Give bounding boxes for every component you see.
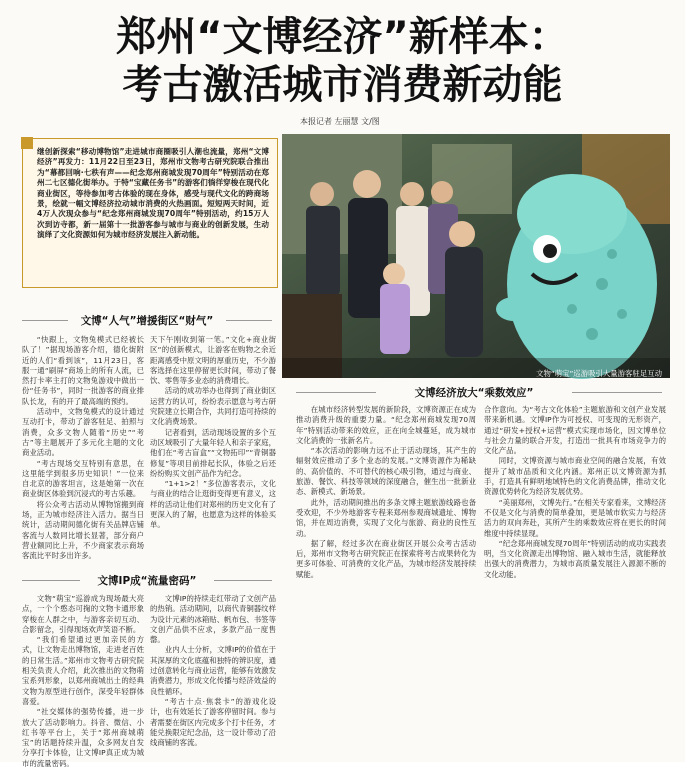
paragraph: “纪念郑州商城发现70周年”特别活动的成功实践表明，当文化资源走出博物馆、融入城市生活，就能释放出强大的消费潜力，为城市高质量发展注入源源不断的文化动能。 (484, 538, 666, 579)
paragraph: “社交媒体的强势传播，进一步放大了活动影响力。抖音、微信、小红书等平台上，关于“郑州商城萌宝”的话题持续升温，众多网友自发分享打卡体验，让文博IP真正成为城市的流量密码。 (22, 707, 144, 768)
lead-paragraph: 继创新探索“移动博物馆”走进城市商圈吸引人潮也流量，郑州“文博经济”再发力：11月22日至23日，郑州市文物考古研究院联合推出为“幕都回响·七秩有声——纪念郑州商城发现70周年”特别活动在郑州二七区德化街举办。于特“宝藏任务书”的游客们徜徉穿梭在现代化商业街区，等待参加考古体验的现在身体，感受与现代文化的跨商场景，绘就一幅文博经济拉动城市消费的火热画面。短短两天时间，近4万人次现众参与“纪念郑州商城发现70周年”特别活动，约15万人次到访寺都，新一届第十一批游客参与城市与商业的创新发展，生动演绎了文化资源如何为城市经济发展注入新动能。 (37, 147, 269, 240)
paragraph: 在城市经济转型发展的新阶段，文博资源正在成为推动消费升级的重要力量。“纪念郑州商城发现70周年”特别活动带来的效应，正在向全城蔓延，成为城市文化消费的一张新名片。 (296, 405, 476, 445)
section-rule (22, 320, 68, 321)
section-1-column-2 (150, 335, 276, 557)
section-rule (296, 392, 376, 393)
paragraph: 将公众考古活动从博物馆搬到商场，正为城市经济注入活力。据当日统计，活动期间德化街有关品牌店铺客流与人数同比增长显著，部分商户营业额同比上升，不少商家表示商场客流比平时多出许多。 (22, 499, 144, 561)
paragraph: “快跟上，文物兔模式已经被长队了！”据现场游客介绍，德化街附近的人们“看到该”，11月23日，客服一通“刷屏”商场上的所有人流，已然打卡率主打的文物兔游戏中做出一份“任务书”，同时一批游客的商业排队长龙，有的开了最高端的预约。 (22, 335, 144, 406)
section-rule (572, 392, 662, 393)
paragraph: 同时，文博资源与城市商业空间的融合发展，有效提升了城市品质和文化内涵。郑州正以文博资源为抓手，打造具有鲜明地域特色的文化消费品牌，推动文化资源优势转化为经济发展优势。 (484, 456, 666, 497)
paragraph: 据了解，经过多次在商业街区开展公众考古活动后，郑州市文物考古研究院正在探索将考古成果转化为更多可体验、可消费的文化产品，为城市经济发展持续赋能。 (296, 538, 476, 579)
corner-accent (21, 137, 33, 149)
paragraph: 记者看到，活动现场设置的多个互动区域吸引了大量年轻人和亲子家庭，他们在“考古盲盒”“文物拓印”“青铜器修复”等项目前排起长队，体验之后还纷纷购买文创产品作为纪念。 (150, 427, 276, 478)
paragraph: “考古现场交互特别有意思，在这里能学到很多历史知识！”一位来自北京的游客坦言，这是她第一次在商业街区体验到沉浸式的考古乐趣。 (22, 458, 144, 499)
section-rule (22, 580, 80, 581)
paragraph: “1+1>2！”多位游客表示，文化与商业的结合让逛街变得更有意义，这样的活动让他们对郑州的历史文化有了更深入的了解，也愿意为这样的体验买单。 (150, 479, 276, 530)
paragraph: 活动中，文物兔模式的设计通过互动打卡，带动了游客驻足、拍照与消费，众多文物人随着“历史”“考古”等主题展开了多元化主题的文化商业活动。 (22, 407, 144, 458)
section-3-column-2 (484, 405, 666, 755)
paragraph: 天下午刚收到第一笔。”文化+商业街区“的创新模式，让游客在购物之余近距离感受中原文明的厚重历史，不少游客选择在这里停留更长时间，带动了餐饮、零售等多业态的消费增长。 (150, 335, 276, 386)
paragraph: 合作意向。为“考古文化体验”主题旅游和文创产业发展带来新机遇。文博IP作为可授权、可变现的无形资产，通过“研发+授权+运营”模式实现市场化，因文博单位与社会力量的联合开发，打造出一批具有市场竞争力的文化产品。 (484, 405, 666, 456)
section-2-column-1 (22, 594, 144, 768)
byline: 本报记者 左丽慧 文/图 (300, 117, 380, 126)
section-rule (214, 580, 272, 581)
headline-line-2: 考古激活城市消费新动能 (122, 62, 563, 108)
paragraph: “美丽郑州，文博先行。”在相关专家看来，文博经济不仅是文化与消费的简单叠加，更是城市软实力与经济活力的双向奔赴，其所产生的乘数效应将在更长的时间维度中持续显现。 (484, 497, 666, 538)
paragraph: “本次活动的影响力远不止于活动现场，其产生的辐射效应推动了多个业态的发展。”文博资源作为稀缺的、高价值的、不可替代的核心吸引物，通过与商业、旅游、餐饮、科技等领域的深度融合，催生出一批新业态、新模式、新场景。 (296, 446, 476, 497)
paragraph: 业内人士分析，文博IP的价值在于其深厚的文化底蕴和独特的辨识度，通过创意转化与商业运营，能够有效激发消费潜力，形成文化传播与经济效益的良性循环。 (150, 645, 276, 696)
photo-illustration (282, 134, 670, 378)
paragraph: “我们希望通过更加亲民的方式，让文物走出博物馆，走进老百姓的日常生活。”郑州市文物考古研究院相关负责人介绍，此次推出的文物萌宝系列形象，以郑州商城出土的经典文物为原型进行创作，深受年轻群体喜爱。 (22, 635, 144, 706)
section-title-1: 文博“人气”增援街区“财气” (80, 315, 214, 327)
photo-caption: 文物“萌宝”巡游吸引大量游客驻足互动 (536, 369, 662, 378)
paragraph: 文物“萌宝”巡游成为现场最大亮点，一个个憨态可掬的文物卡通形象穿梭在人群之中，与游客亲切互动、合影留念，引得现场欢声笑语不断。 (22, 594, 144, 634)
news-photo (282, 134, 670, 378)
section-2-column-2 (150, 594, 276, 754)
headline-line-1: 郑州“文博经济”新样本： (116, 14, 569, 60)
paragraph: “考古十点·焦裳卡”的游戏化设计，也有效延长了游客停留时间。参与者需要在街区内完成多个打卡任务，才能兑换限定纪念品，这一设计带动了沿线商铺的客流。 (150, 696, 276, 748)
section-title-3: 文博经济放大“乘数效应” (414, 387, 534, 399)
paragraph: 文博IP的持续走红带动了文创产品的热销。活动期间，以商代青铜器纹样为设计元素的冰箱贴、帆布包、书签等文创产品供不应求，多款产品一度售罄。 (150, 594, 276, 645)
section-rule (226, 320, 272, 321)
section-title-2: 文博IP成“流量密码” (97, 575, 197, 587)
lead-paragraph-box (22, 138, 278, 288)
section-3-column-1 (296, 405, 476, 755)
paragraph: 此外，活动期间推出的多条文博主题旅游线路也备受欢迎，不少外地游客专程来郑州参观商城遗址、博物馆，并在周边消费，实现了文化与旅游、商业的良性互动。 (296, 497, 476, 538)
paragraph: 活动的成功举办也得到了商业街区运营方的认可，纷纷表示愿意与考古研究院建立长期合作，共同打造可持续的文化消费场景。 (150, 386, 276, 427)
section-1-column-1 (22, 335, 144, 561)
